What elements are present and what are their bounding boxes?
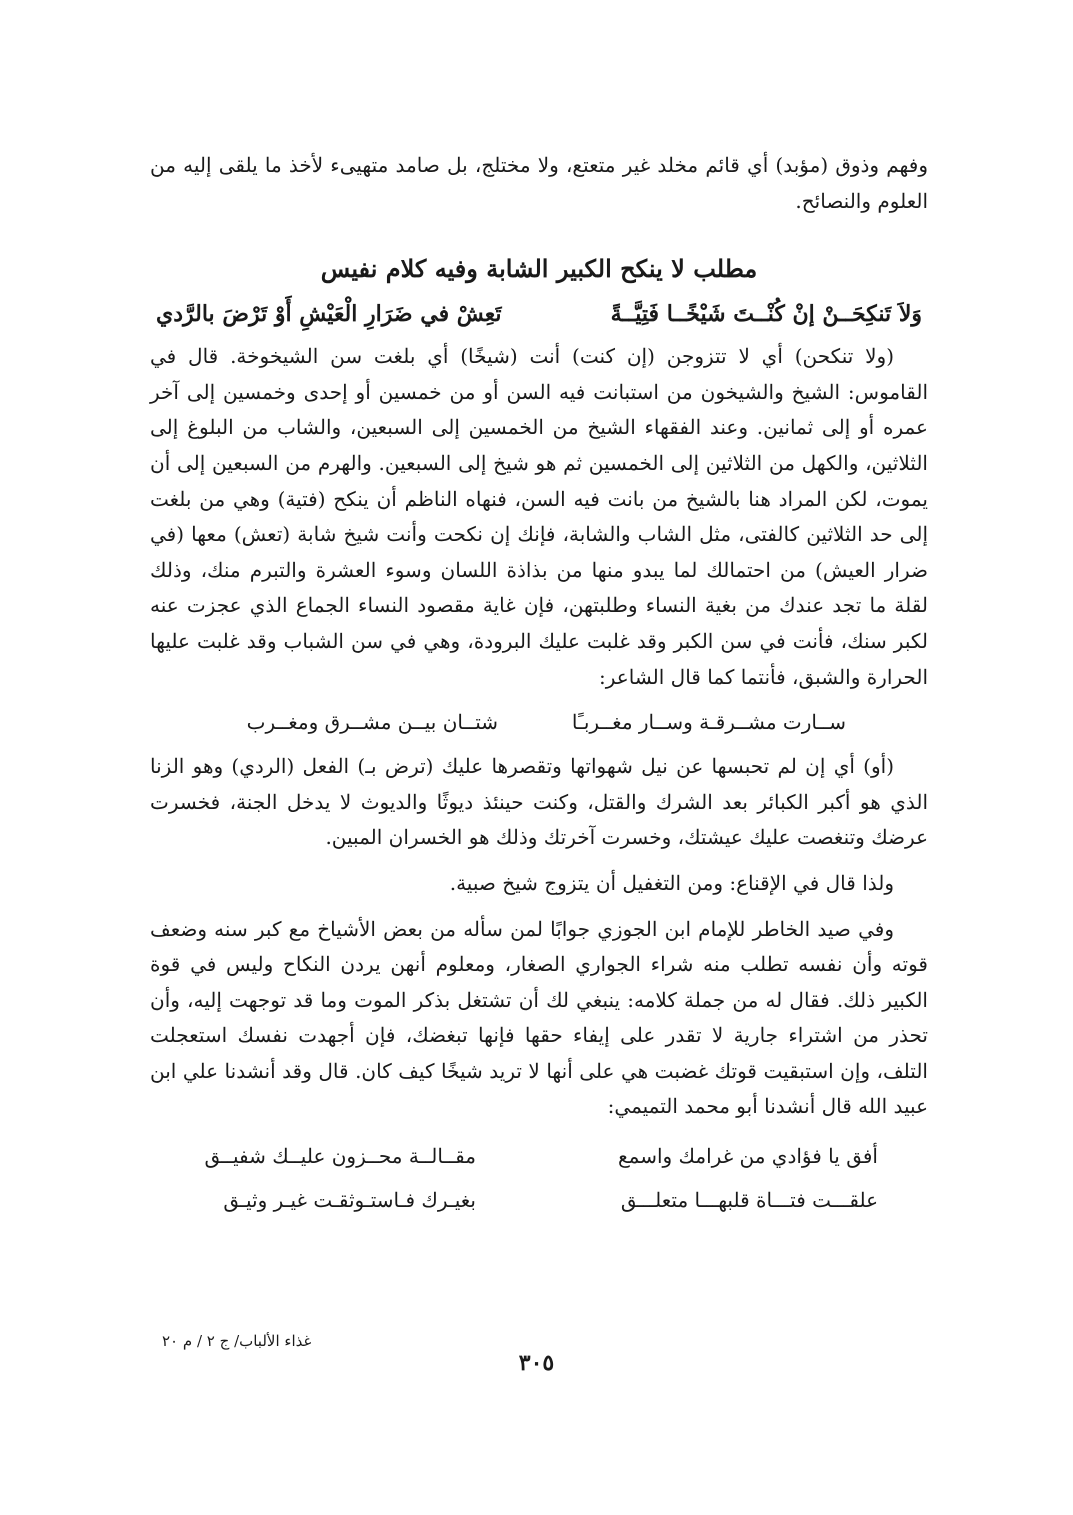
- main-verse-first-hemistich: وَلاَ تَنكِحَــنْ إنْ كُنْــتَ شَيْخًــا فَتِيَّــةً: [610, 301, 922, 328]
- closing-verse-2-second-hemistich: بغيـرك فـاستـوثقـت غيـر وثيـق: [223, 1188, 476, 1213]
- page-number: ٣٠٥: [518, 1350, 555, 1376]
- poet-verse: [150, 703, 928, 741]
- iqna-paragraph: ولذا قال في الإقناع: ومن التغفيل أن يتزوج شيخ صبية.: [449, 870, 894, 895]
- closing-verse-1-second-hemistich: مقــالــة محــزون عليــك شفيــق: [204, 1144, 476, 1169]
- closing-verse: [150, 1181, 928, 1219]
- explanation-paragraph-2: (أو) أي إن لم تحبسها عن نيل شهواتها وتقصرها عليك (ترض بـ) الفعل (الردي) وهو الزنا الذي هو أكبر الكبائر بعد الشرك والقتل، وكنت حينئذ ديوثًا والديوث لا يدخل الجنة، فخسرت عرضك وتنغصت عليك عيشتك، وخسرت آخرتك وذلك هو الخسران المبين.: [150, 754, 928, 850]
- poet-verse-first-hemistich: ســارت مشــرقـة وســار مغــربـًا: [571, 710, 846, 735]
- intro-paragraph: وفهم وذوق (مؤبد) أي قائم مخلد غير متعتع، ولا مختلج، بل صامد متهيىء لأخذ ما يلقى إليه من العلوم والنصائح.: [150, 153, 928, 213]
- explanation-paragraph-1: (ولا تنكحن) أي لا تتزوجن (إن كنت) أنت (شيخًا) أي بلغت سن الشيخوخة. قال في القاموس: الشيخ والشيخون من استبانت فيه السن أو من خمسين أو إحدى وخمسين إلى آخر عمره أو إلى ثمانين. وعند الفقهاء الشيخ من الخمسين إلى السبعين، والشاب من البلوغ إلى الثلاثين، والكهل من الثلاثين إلى الخمسين ثم هو شيخ إلى السبعين. والهرم من السبعين إلى أن يموت، لكن المراد هنا بالشيخ من بانت فيه السن، فنهاه الناظم أن ينكح (فتية) وهي من بلغت إلى حد الثلاثين كالفتى، مثل الشاب والشابة، فإنك إن نكحت وأنت شيخ شابة (تعش) معها (في ضرار العيش) من احتمالك لما يبدو منها من بذاذة اللسان وسوء العشرة والتبرم منك، وذلك لقلة ما تجد عندك من بغية النساء وطلبتهن، فإن غاية مقصود النساء الجماع الذي عجزت عنه لكبر سنك، فأنت في سن الكبر وقد غلبت عليك البرودة، وهي في سن الشباب وقد غلبت عليها الحرارة والشبق، فأنتما كما قال الشاعر:: [150, 344, 928, 689]
- main-verse: [150, 295, 928, 333]
- closing-verse-1-first-hemistich: أفق يا فؤادي من غرامك واسمع: [618, 1144, 878, 1169]
- main-verse-second-hemistich: تَعِشْ في ضَرَارِ الْعَيْشِ أَوْ تَرْضَ بالرَّدي: [156, 301, 502, 328]
- ibn-jawzi-paragraph: وفي صيد الخاطر للإمام ابن الجوزي جوابًا لمن سأله من بعض الأشياخ مع كبر سنه وضعف قوته وأن نفسه تطلب منه شراء الجواري الصغار، ومعلوم أنهن يردن النكاح وليس في قوة الكبير ذلك. فقال له من جملة كلامه: ينبغي لك أن تشتغل بذكر الموت وما قد توجهت إليه، وأن تحذر من اشتراء جارية لا تقدر على إيفاء حقها فإنها تبغضك، فإن أجهدت نفسك استعجلت التلف، وإن استبقيت قوتك غضبت هي على أنها لا تريد شيخًا كيف كان. قال وقد أنشدنا علي ابن عبيد الله قال أنشدنا أبو محمد التميمي:: [150, 916, 928, 1119]
- book-reference: غذاء الألباب/ ج ٢ / م ٢٠: [162, 1332, 312, 1350]
- page-body: [150, 148, 928, 1225]
- poet-verse-second-hemistich: شتــان بيــن مشــرق ومغــرب: [246, 710, 498, 735]
- closing-verse: [150, 1137, 928, 1175]
- closing-verse-2-first-hemistich: علقـــت فتـــاة قلبهـــا متعلـــق: [620, 1188, 878, 1213]
- section-title: مطلب لا ينكح الكبير الشابة وفيه كلام نفيس: [320, 254, 758, 284]
